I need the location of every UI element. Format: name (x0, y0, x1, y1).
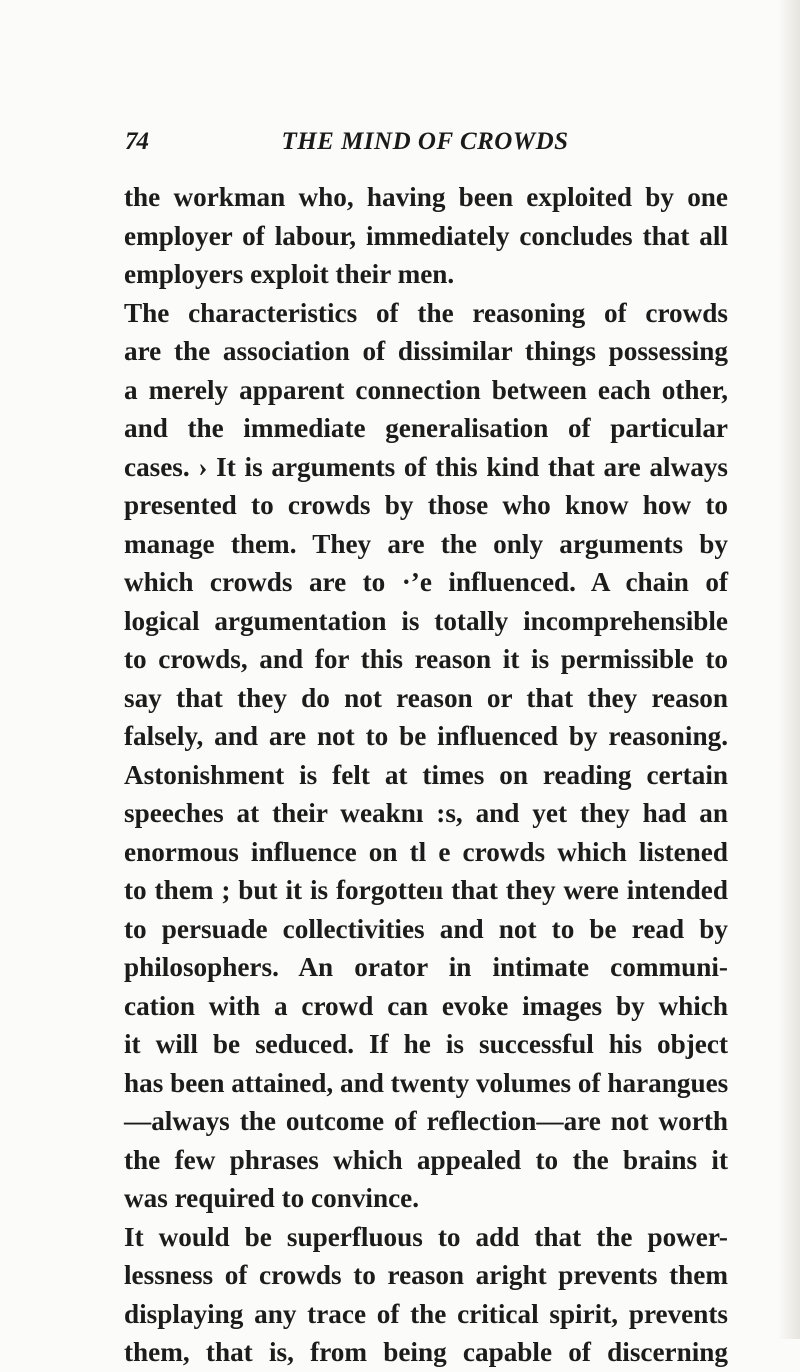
text-line: The characteristics of the reasoning of crowds (124, 297, 728, 328)
text-line: them, that is, from being capable of discerning (124, 1337, 728, 1367)
text-line: logical argumentation is totally incomprehensible (124, 605, 728, 636)
text-line: speeches at their weaknı :s, and yet they had an (124, 798, 728, 828)
text-line: the workman who, having been exploited by one (124, 182, 728, 212)
page-header (125, 128, 725, 164)
text-line: was required to convince. (124, 1183, 420, 1213)
text-line: employer of labour, immediately concludes that all (124, 220, 728, 251)
text-line: enormous influence on tl e crowds which listened (124, 836, 728, 867)
text-line: lessness of crowds to reason aright prevents them (124, 1260, 728, 1290)
text-line: a merely apparent connection between each other, (124, 374, 728, 405)
text-line: cation with a crowd can evoke images by which (124, 990, 728, 1021)
text-line: the few phrases which appealed to the brains it (124, 1144, 728, 1175)
text-line: presented to crowds by those who know how to (124, 490, 728, 520)
text-line: to crowds, and for this reason it is permissible to (124, 644, 728, 674)
running-title: THE MIND OF CROWDS (281, 128, 569, 155)
text-line: manage them. They are the only arguments by (124, 528, 728, 559)
text-line: to them ; but it is forgotteıı that they were intended (124, 875, 728, 905)
page-edge-shadow (778, 0, 800, 1339)
text-line: displaying any trace of the critical spirit, prevents (124, 1298, 728, 1329)
text-line: which crowds are to ·’e influenced. A chain of (124, 567, 728, 597)
text-line: are the association of dissimilar things possessing (124, 336, 728, 366)
body-text (124, 178, 728, 1372)
text-line: it will be seduced. If he is successful his object (124, 1029, 728, 1059)
text-line: and the immediate generalisation of particular (124, 413, 728, 443)
text-line: Astonishment is felt at times on reading certain (124, 759, 728, 790)
page-number: 74 (125, 128, 148, 155)
text-line: falsely, and are not to be influenced by reasoning. (124, 721, 728, 751)
text-line: employers exploit their men. (124, 259, 455, 289)
text-line: It would be superfluous to add that the power- (124, 1221, 728, 1252)
text-line: —always the outcome of reflection—are not worth (124, 1106, 728, 1136)
text-line: philosophers. An orator in intimate communi- (124, 952, 728, 982)
text-line: to persuade collectivities and not to be read by (124, 913, 728, 944)
text-line: say that they do not reason or that they reason (124, 682, 728, 713)
text-line: cases. › It is arguments of this kind that are always (124, 451, 728, 482)
text-line: has been attained, and twenty volumes of harangues (124, 1067, 729, 1098)
